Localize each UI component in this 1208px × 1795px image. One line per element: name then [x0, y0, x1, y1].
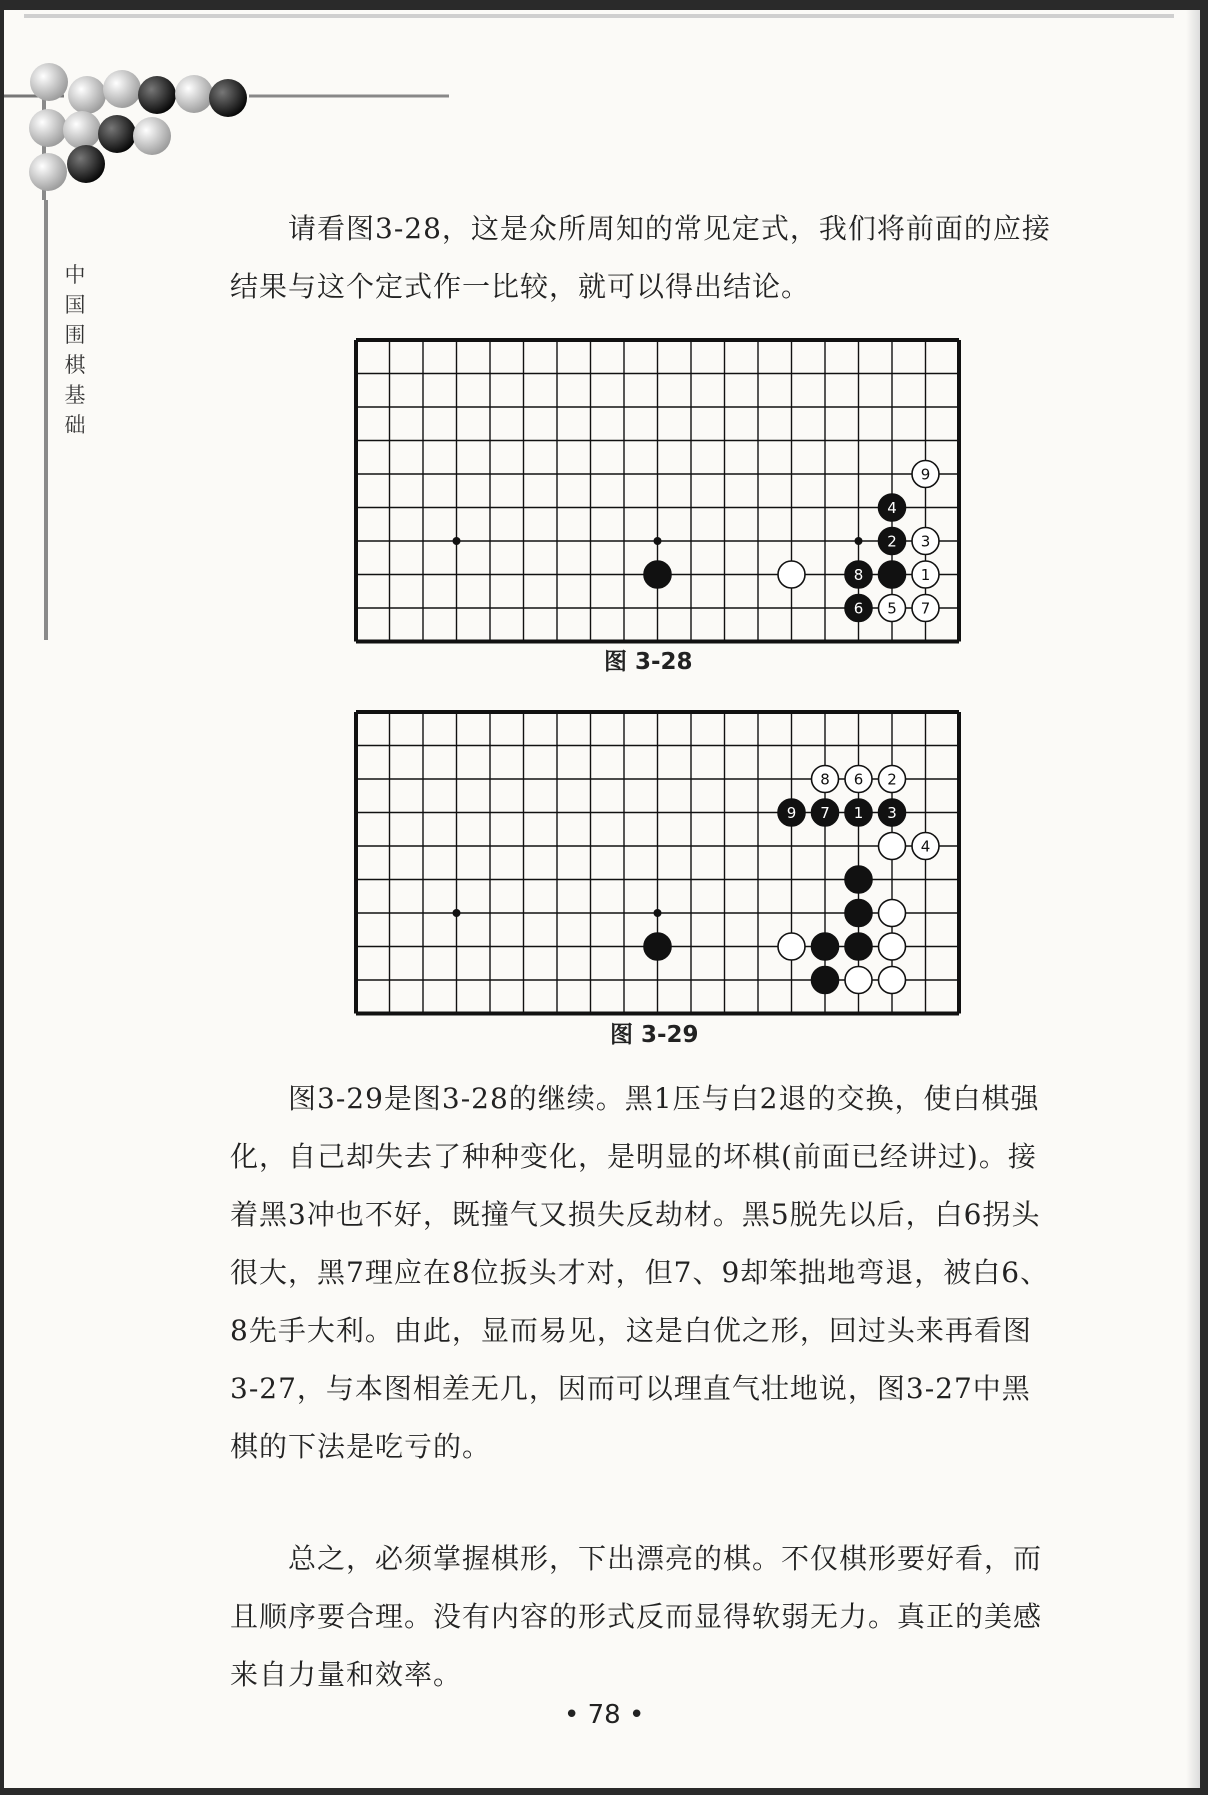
white-stone: [879, 766, 906, 793]
paragraph-intro: 请看图3-28，这是众所周知的常见定式，我们将前面的应接结果与这个定式作一比较，就可以得出结论。: [230, 212, 1051, 303]
move-number: 2: [887, 532, 897, 551]
figure-caption-3-28: 图 3-28: [604, 649, 693, 675]
black-stone: [845, 799, 872, 826]
black-stone: [845, 866, 872, 893]
move-number: 3: [887, 804, 897, 822]
black-stone: [845, 561, 872, 588]
paragraph-conclusion: 总之，必须掌握棋形，下出漂亮的棋。不仅棋形要好看，而且顺序要合理。没有内容的形式反而显得软弱无力。真正的美感来自力量和效率。: [230, 1542, 1043, 1691]
star-point: [453, 909, 461, 917]
move-number: 2: [887, 770, 897, 789]
black-stone: [845, 933, 872, 960]
white-stone: [912, 528, 939, 555]
move-number: 5: [887, 599, 897, 618]
book-page: [4, 10, 1200, 1788]
move-number: 3: [920, 532, 931, 551]
figure-caption-3-29: 图 3-29: [610, 1022, 699, 1048]
move-number: 9: [786, 804, 797, 822]
white-stone: [879, 900, 906, 927]
page-number: • 78 •: [564, 1700, 645, 1730]
move-number: 8: [853, 566, 864, 584]
black-stone: [845, 900, 872, 927]
white-stone: [845, 967, 872, 994]
white-stone: [912, 461, 939, 488]
star-point: [453, 537, 461, 545]
move-number: 1: [853, 804, 864, 822]
white-stone: [879, 933, 906, 960]
white-stone: [912, 561, 939, 588]
black-stone: [812, 967, 839, 994]
move-number: 4: [920, 837, 931, 856]
black-stone: [644, 933, 671, 960]
move-number: 6: [853, 770, 864, 789]
black-stone: [879, 494, 906, 521]
go-stones-decoration-icon: [4, 50, 464, 200]
page-edge-shadow: [1186, 10, 1200, 1788]
black-stone: [812, 933, 839, 960]
black-stone: [644, 561, 671, 588]
move-number: 1: [920, 566, 931, 584]
star-point: [654, 537, 662, 545]
side-rule: [44, 200, 48, 640]
white-stone: [912, 595, 939, 622]
top-rule: [24, 14, 1174, 18]
move-number: 7: [920, 599, 931, 618]
move-number: 4: [887, 499, 897, 517]
go-board-figure-3-29: [348, 704, 967, 1022]
white-stone: [812, 766, 839, 793]
paragraph-analysis: 图3-29是图3-28的继续。黑1压与白2退的交换，使白棋强化，自己却失去了种种变化，是明显的坏棋(前面已经讲过)。接着黑3冲也不好，既撞气又损失反劫材。黑5脱先以后，白6拐头很大，黑7理应在8位扳头才对，但7、9却笨拙地弯退，被白6、8先手大利。由此，显而易见，这是白优之形，回过头来再看图3-27，与本图相差无几，因而可以理直气壮地说，图3-27中黑棋的下法是吃亏的。: [230, 1082, 1050, 1463]
black-stone: [845, 595, 872, 622]
black-stone: [778, 799, 805, 826]
white-stone: [879, 833, 906, 860]
black-stone: [812, 799, 839, 826]
star-point: [654, 909, 662, 917]
white-stone: [778, 933, 805, 960]
move-number: 9: [920, 465, 931, 484]
move-number: 7: [820, 804, 830, 822]
black-stone: [879, 561, 906, 588]
move-number: 8: [820, 770, 830, 789]
star-point: [855, 537, 863, 545]
white-stone: [845, 766, 872, 793]
white-stone: [879, 595, 906, 622]
white-stone: [879, 967, 906, 994]
move-number: 6: [853, 599, 864, 618]
white-stone: [912, 833, 939, 860]
black-stone: [879, 528, 906, 555]
book-title-vertical: 中国围棋基础: [64, 263, 86, 437]
board-svg: [348, 332, 967, 650]
white-stone: [778, 561, 805, 588]
black-stone: [879, 799, 906, 826]
go-board-figure-3-28: [348, 332, 967, 650]
board-svg: [348, 704, 967, 1022]
